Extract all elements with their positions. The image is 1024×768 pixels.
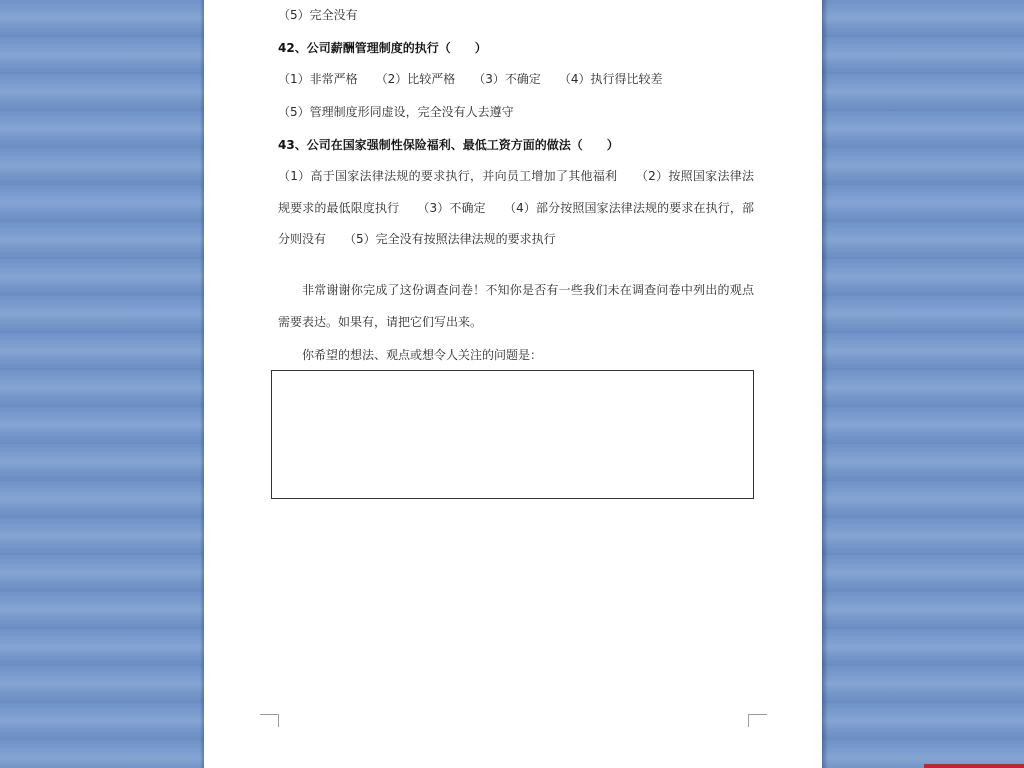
page-margin-corner-right [748,714,767,727]
feedback-answer-box[interactable] [271,370,754,499]
q42-options-line2: （5）管理制度形同虚设，完全没有人去遵守 [278,105,514,119]
taskbar-edge-strip [924,764,1024,768]
q41-option-5: （5）完全没有 [278,8,358,22]
document-page [204,0,822,768]
q42-options-line1: （1）非常严格 （2）比较严格 （3）不确定 （4）执行得比较差 [278,72,663,86]
q43-title: 43、公司在国家强制性保险福利、最低工资方面的做法（ ） [278,138,619,152]
closing-paragraph: 非常谢谢你完成了这份调查问卷！不知你是否有一些我们未在调查问卷中列出的观点需要表达。如果有，请把它们写出来。 [278,283,754,329]
page-margin-corner-left [260,714,279,727]
q42-title: 42、公司薪酬管理制度的执行（ ） [278,41,487,55]
q43-options: （1）高于国家法律法规的要求执行，并向员工增加了其他福利 （2）按照国家法律法规要求的最低限度执行 （3）不确定 （4）部分按照国家法律法规的要求在执行，部分则没有 （5）完全没有按照法律法规的要求执行 [278,169,754,246]
page-shadow-right [822,0,828,768]
feedback-prompt: 你希望的想法、观点或想令人关注的问题是： [302,348,543,362]
